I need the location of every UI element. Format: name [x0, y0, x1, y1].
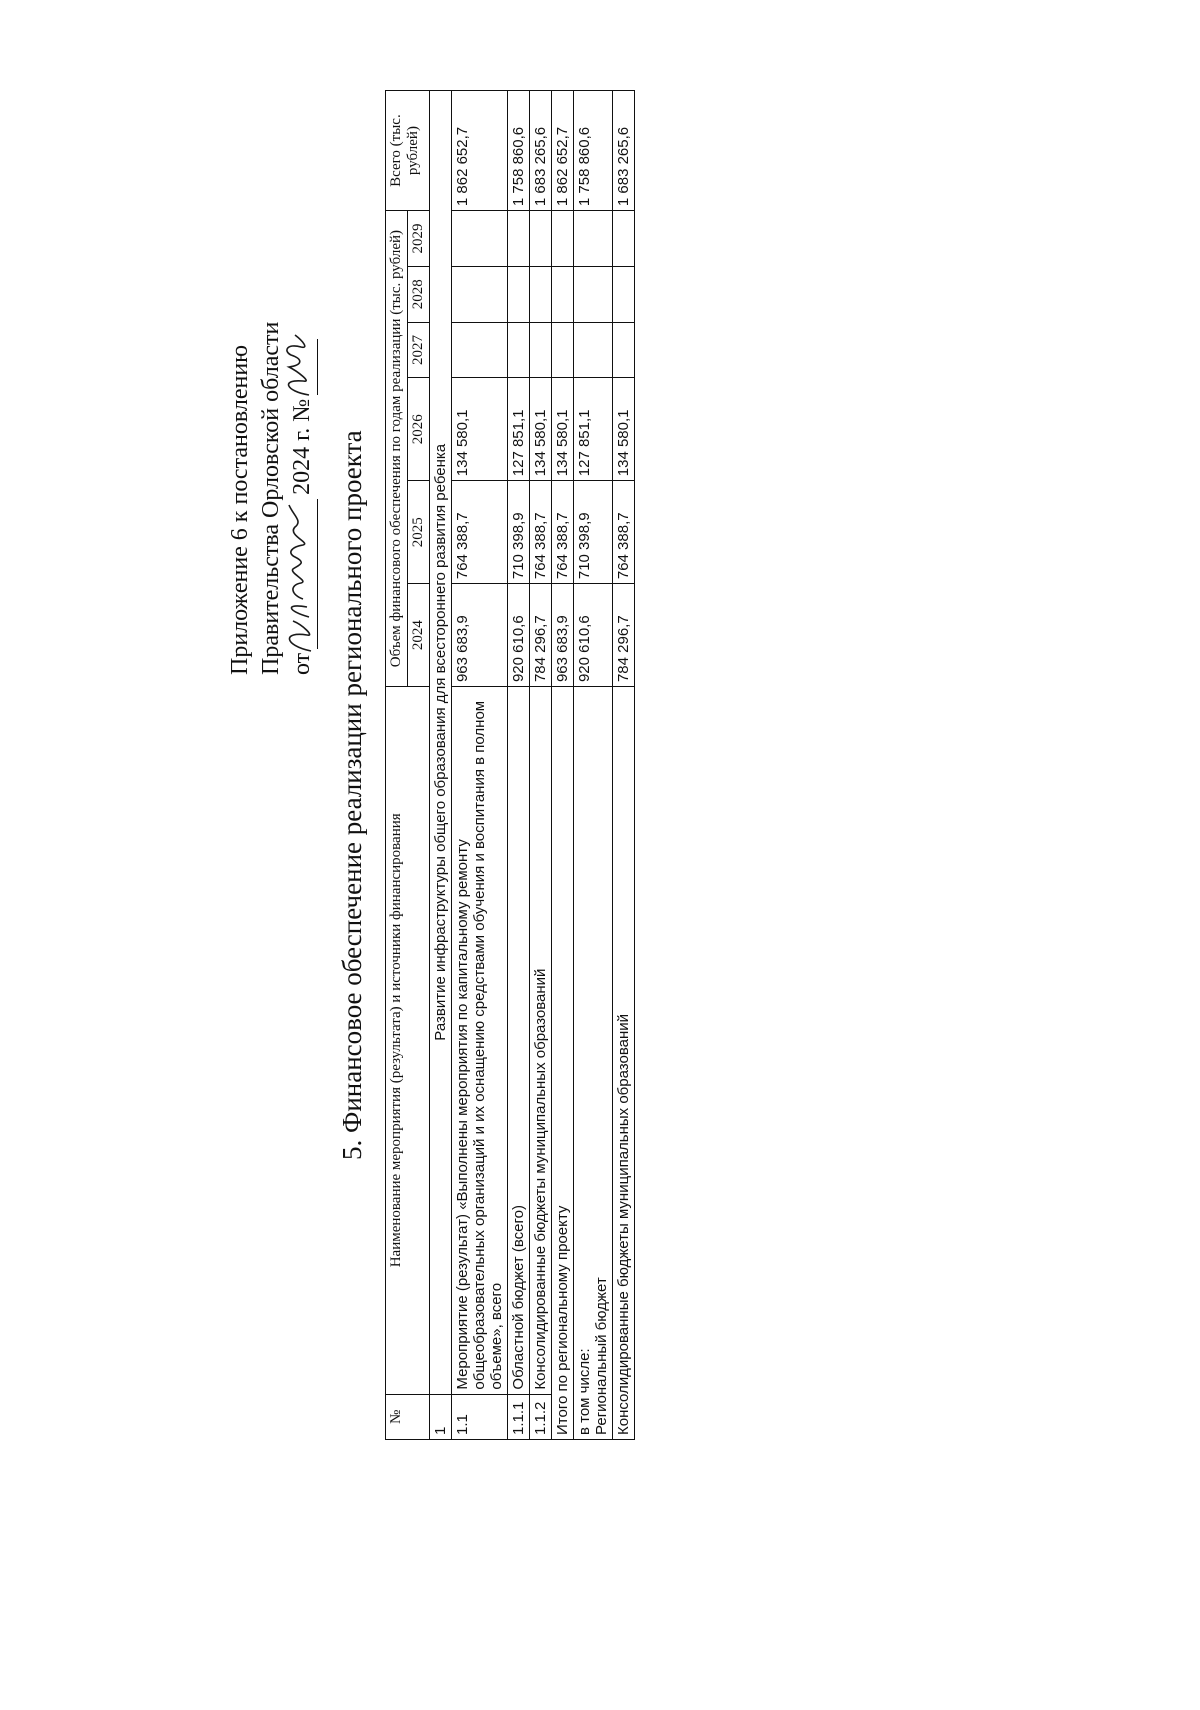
summary-2026: 134 580,1 [552, 378, 574, 481]
row-2029 [530, 211, 552, 267]
summary-row [613, 91, 635, 1440]
summary-2029 [613, 211, 635, 267]
section-num: 1 [430, 1394, 452, 1439]
header-num: № [386, 1394, 430, 1439]
summary-2028 [574, 266, 613, 322]
summary-2024: 963 683,9 [552, 584, 574, 687]
header-line-2: Правительства Орловской области [258, 321, 284, 675]
table-header-row [386, 91, 408, 1440]
summary-total: 1 758 860,6 [574, 91, 613, 211]
header-year-2026: 2026 [408, 378, 430, 481]
summary-2026: 134 580,1 [613, 378, 635, 481]
summary-name: Итого по региональному проекту [552, 687, 574, 1440]
summary-2027 [613, 322, 635, 378]
row-num: 1.1.1 [508, 1394, 530, 1439]
table-row [530, 91, 552, 1440]
summary-2024: 784 296,7 [613, 584, 635, 687]
financing-table [385, 90, 635, 1440]
page-title: 5. Финансовое обеспечение реализации регионального проекта [337, 430, 367, 1160]
row-2029 [508, 211, 530, 267]
header-volume: Объем финансового обеспечения по годам реализации (тыс. рублей) [386, 211, 408, 687]
header-line-3 [287, 322, 318, 675]
summary-2027 [574, 322, 613, 378]
row-2028 [530, 266, 552, 322]
approval-header [225, 322, 318, 675]
summary-name-line-2: Региональный бюджет [593, 1277, 610, 1435]
row-2025: 710 398,9 [508, 481, 530, 584]
table-row [508, 91, 530, 1440]
handwritten-number [287, 339, 318, 395]
summary-total: 1 862 652,7 [552, 91, 574, 211]
row-2027 [452, 322, 508, 378]
summary-2028 [613, 266, 635, 322]
row-total: 1 862 652,7 [452, 91, 508, 211]
row-2024: 963 683,9 [452, 584, 508, 687]
row-num: 1.1.2 [530, 1394, 552, 1439]
row-2026: 134 580,1 [530, 378, 552, 481]
summary-total: 1 683 265,6 [613, 91, 635, 211]
header-year-2028: 2028 [408, 266, 430, 322]
handwritten-date [287, 499, 318, 649]
row-2026: 134 580,1 [452, 378, 508, 481]
summary-2024: 920 610,6 [574, 584, 613, 687]
row-2027 [508, 322, 530, 378]
header-year-2025: 2025 [408, 481, 430, 584]
header-line-1: Приложение 6 к постановлению [227, 344, 253, 675]
summary-2029 [574, 211, 613, 267]
summary-2025: 764 388,7 [613, 481, 635, 584]
row-2024: 920 610,6 [508, 584, 530, 687]
handwritten-number-icon [273, 331, 323, 401]
summary-row [574, 91, 613, 1440]
summary-2026: 127 851,1 [574, 378, 613, 481]
row-2025: 764 388,7 [530, 481, 552, 584]
summary-2028 [552, 266, 574, 322]
summary-name [574, 687, 613, 1440]
summary-row [552, 91, 574, 1440]
row-name: Мероприятие (результат) «Выполнены мероприятия по капитальному ремонту общеобразовательных организаций и их оснащению средствами обучения и воспитания в полном объеме», всего [452, 687, 508, 1395]
header-total: Всего (тыс. рублей) [386, 91, 430, 211]
row-name: Областной бюджет (всего) [508, 687, 530, 1395]
summary-2029 [552, 211, 574, 267]
row-2025: 764 388,7 [452, 481, 508, 584]
summary-name: Консолидированные бюджеты муниципальных образований [613, 687, 635, 1440]
document-sheet [25, 70, 1075, 1680]
header-year-2024: 2024 [408, 584, 430, 687]
row-total: 1 683 265,6 [530, 91, 552, 211]
row-2027 [530, 322, 552, 378]
row-2026: 127 851,1 [508, 378, 530, 481]
header-year-2029: 2029 [408, 211, 430, 267]
summary-2027 [552, 322, 574, 378]
section-row [430, 91, 452, 1440]
summary-name-line-1: в том числе: [576, 1348, 593, 1435]
handwritten-date-icon [273, 485, 323, 655]
row-2028 [452, 266, 508, 322]
summary-2025: 710 398,9 [574, 481, 613, 584]
header-name: Наименование мероприятия (результата) и источники финансирования [386, 687, 430, 1395]
section-title: Развитие инфраструктуры общего образования для всестороннего развития ребенка [430, 91, 452, 1395]
row-2028 [508, 266, 530, 322]
row-2029 [452, 211, 508, 267]
row-total: 1 758 860,6 [508, 91, 530, 211]
row-num: 1.1 [452, 1394, 508, 1439]
row-2024: 784 296,7 [530, 584, 552, 687]
header-date-prefix: от [289, 652, 315, 675]
summary-2025: 764 388,7 [552, 481, 574, 584]
row-name: Консолидированные бюджеты муниципальных образований [530, 687, 552, 1395]
table-row [452, 91, 508, 1440]
header-year: 2024 г. № [289, 398, 315, 495]
header-year-2027: 2027 [408, 322, 430, 378]
